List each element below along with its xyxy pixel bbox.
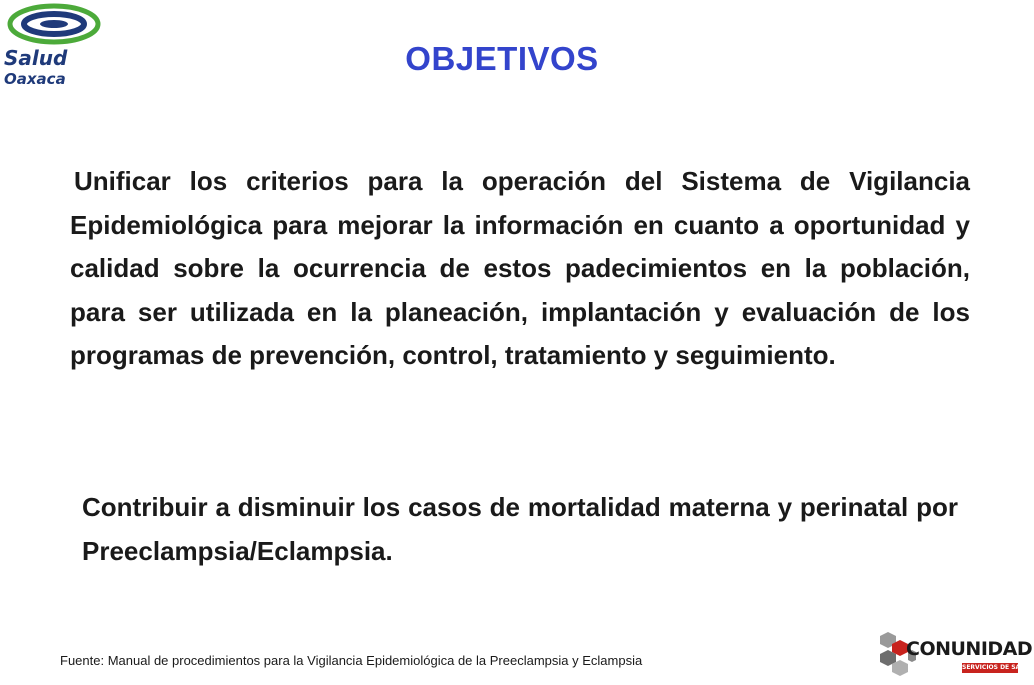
objective-paragraph-1: Unificar los criterios para la operación del Sistema de Vigilancia Epidemiológica para mejorar la información en cuanto a oportunidad y calidad sobre la ocurrencia de estos padecimientos en la población, para ser utilizada en la planeación, implantación y evaluación de los programas de prevención, control, tratamiento y seguimiento. bbox=[70, 166, 970, 370]
page-title: OBJETIVOS bbox=[405, 40, 599, 77]
logo-text-oaxaca: Oaxaca bbox=[4, 70, 66, 88]
objective-paragraph-2: Contribuir a disminuir los casos de mortalidad materna y perinatal por Preeclampsia/Eclampsia. bbox=[82, 492, 958, 566]
conunidad-brand-text: CONUNIDAD bbox=[906, 638, 1033, 660]
source-citation: Fuente: Manual de procedimientos para la Vigilancia Epidemiológica de la Preeclampsia y Eclampsia bbox=[60, 653, 643, 668]
logo-text-salud: Salud bbox=[4, 46, 68, 70]
conunidad-subtitle: SERVICIOS DE SALUD bbox=[962, 664, 1034, 671]
